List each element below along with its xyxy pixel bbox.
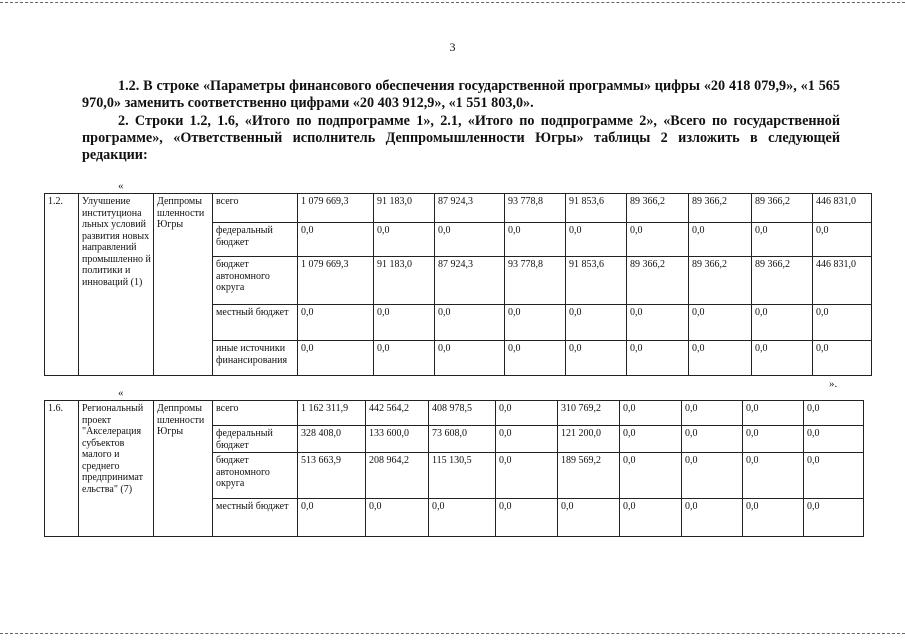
value-cell: 0,0 [804,401,864,426]
measure-name-cell: Региональный проект "Акселерация субъектов малого и среднего предпринимат ельства" (7) [79,401,154,537]
value-cell: 0,0 [689,223,752,257]
funding-source-cell: всего [213,401,298,426]
row-number-cell: 1.2. [45,194,79,376]
value-cell: 408 978,5 [429,401,496,426]
value-cell: 89 366,2 [689,257,752,305]
open-quote-2: « [118,387,124,399]
value-cell: 0,0 [435,341,505,376]
value-cell: 0,0 [374,341,435,376]
value-cell: 446 831,0 [813,194,872,223]
value-cell: 0,0 [620,453,682,499]
value-cell: 0,0 [496,426,558,453]
value-cell: 89 366,2 [627,257,689,305]
value-cell: 73 608,0 [429,426,496,453]
value-cell: 1 079 669,3 [298,194,374,223]
value-cell: 0,0 [620,426,682,453]
value-cell: 0,0 [374,223,435,257]
value-cell: 0,0 [366,499,429,537]
value-cell: 0,0 [689,341,752,376]
funding-source-cell: местный бюджет [213,499,298,537]
value-cell: 0,0 [429,499,496,537]
funding-source-cell: иные источники финансирования [213,341,298,376]
value-cell: 121 200,0 [558,426,620,453]
value-cell: 0,0 [496,401,558,426]
value-cell: 133 600,0 [366,426,429,453]
funding-source-cell: бюджет автономного округа [213,453,298,499]
value-cell: 328 408,0 [298,426,366,453]
value-cell: 0,0 [298,499,366,537]
value-cell: 0,0 [435,223,505,257]
value-cell: 89 366,2 [689,194,752,223]
scan-edge-bottom [0,633,905,634]
row-number-cell: 1.6. [45,401,79,537]
value-cell: 0,0 [743,453,804,499]
value-cell: 0,0 [752,223,813,257]
value-cell: 91 853,6 [566,194,627,223]
value-cell: 0,0 [298,223,374,257]
value-cell: 310 769,2 [558,401,620,426]
value-cell: 89 366,2 [752,194,813,223]
value-cell: 0,0 [505,223,566,257]
value-cell: 91 853,6 [566,257,627,305]
value-cell: 0,0 [435,305,505,341]
value-cell: 89 366,2 [627,194,689,223]
value-cell: 0,0 [505,341,566,376]
value-cell: 91 183,0 [374,257,435,305]
value-cell: 0,0 [813,341,872,376]
value-cell: 87 924,3 [435,194,505,223]
value-cell: 0,0 [496,453,558,499]
table-row-1-2 [44,193,872,376]
close-quote: ». [829,378,838,390]
paragraph-2 [82,113,840,164]
funding-source-cell: бюджет автономного округа [213,257,298,305]
value-cell: 115 130,5 [429,453,496,499]
value-cell: 513 663,9 [298,453,366,499]
value-cell: 0,0 [752,341,813,376]
value-cell: 0,0 [566,341,627,376]
paragraph-1-text: 1.2. В строке «Параметры финансового обеспечения государственной программы» цифры «20 418 079,9», «1 565 970,0» заменить соответственно цифрами «20 403 912,9», «1 551 803,0». [82,78,840,111]
value-cell: 446 831,0 [813,257,872,305]
value-cell: 0,0 [689,305,752,341]
value-cell: 0,0 [743,499,804,537]
value-cell: 87 924,3 [435,257,505,305]
value-cell: 0,0 [298,305,374,341]
value-cell: 208 964,2 [366,453,429,499]
value-cell: 0,0 [813,305,872,341]
value-cell: 0,0 [804,499,864,537]
value-cell: 0,0 [298,341,374,376]
value-cell: 0,0 [566,223,627,257]
value-cell: 0,0 [682,453,743,499]
funding-source-cell: федеральный бюджет [213,223,298,257]
value-cell: 0,0 [627,305,689,341]
measure-name-cell: Улучшение институциона льных условий развития новых направлений промышленно й политики и инноваций (1) [79,194,154,376]
value-cell: 0,0 [620,401,682,426]
value-cell: 0,0 [743,401,804,426]
value-cell: 0,0 [682,499,743,537]
funding-source-cell: всего [213,194,298,223]
value-cell: 0,0 [620,499,682,537]
value-cell: 0,0 [813,223,872,257]
value-cell: 93 778,8 [505,194,566,223]
value-cell: 0,0 [627,223,689,257]
value-cell: 0,0 [804,426,864,453]
scan-edge-top [0,2,905,3]
value-cell: 0,0 [627,341,689,376]
value-cell: 0,0 [743,426,804,453]
value-cell: 189 569,2 [558,453,620,499]
value-cell: 442 564,2 [366,401,429,426]
value-cell: 89 366,2 [752,257,813,305]
value-cell: 1 162 311,9 [298,401,366,426]
value-cell: 0,0 [374,305,435,341]
funding-source-cell: федеральный бюджет [213,426,298,453]
open-quote-1: « [118,180,124,192]
table-row [45,194,872,223]
value-cell: 0,0 [752,305,813,341]
value-cell: 0,0 [682,401,743,426]
value-cell: 0,0 [558,499,620,537]
page-number: 3 [449,40,456,54]
value-cell: 0,0 [505,305,566,341]
funding-source-cell: местный бюджет [213,305,298,341]
table-row-1-6 [44,400,864,537]
value-cell: 0,0 [804,453,864,499]
value-cell: 93 778,8 [505,257,566,305]
value-cell: 0,0 [682,426,743,453]
table-row [45,401,864,426]
paragraph-1 [82,78,840,112]
value-cell: 0,0 [566,305,627,341]
paragraph-2-text: 2. Строки 1.2, 1.6, «Итого по подпрограмме 1», 2.1, «Итого по подпрограмме 2», «Всего по государственной программе», «Ответственный исполнитель Деппромышленности Югры» таблицы 2 изложить в следующей редакции: [82,113,840,163]
executor-cell: Деппромы шленности Югры [154,401,213,537]
value-cell: 0,0 [496,499,558,537]
value-cell: 91 183,0 [374,194,435,223]
value-cell: 1 079 669,3 [298,257,374,305]
executor-cell: Деппромы шленности Югры [154,194,213,376]
